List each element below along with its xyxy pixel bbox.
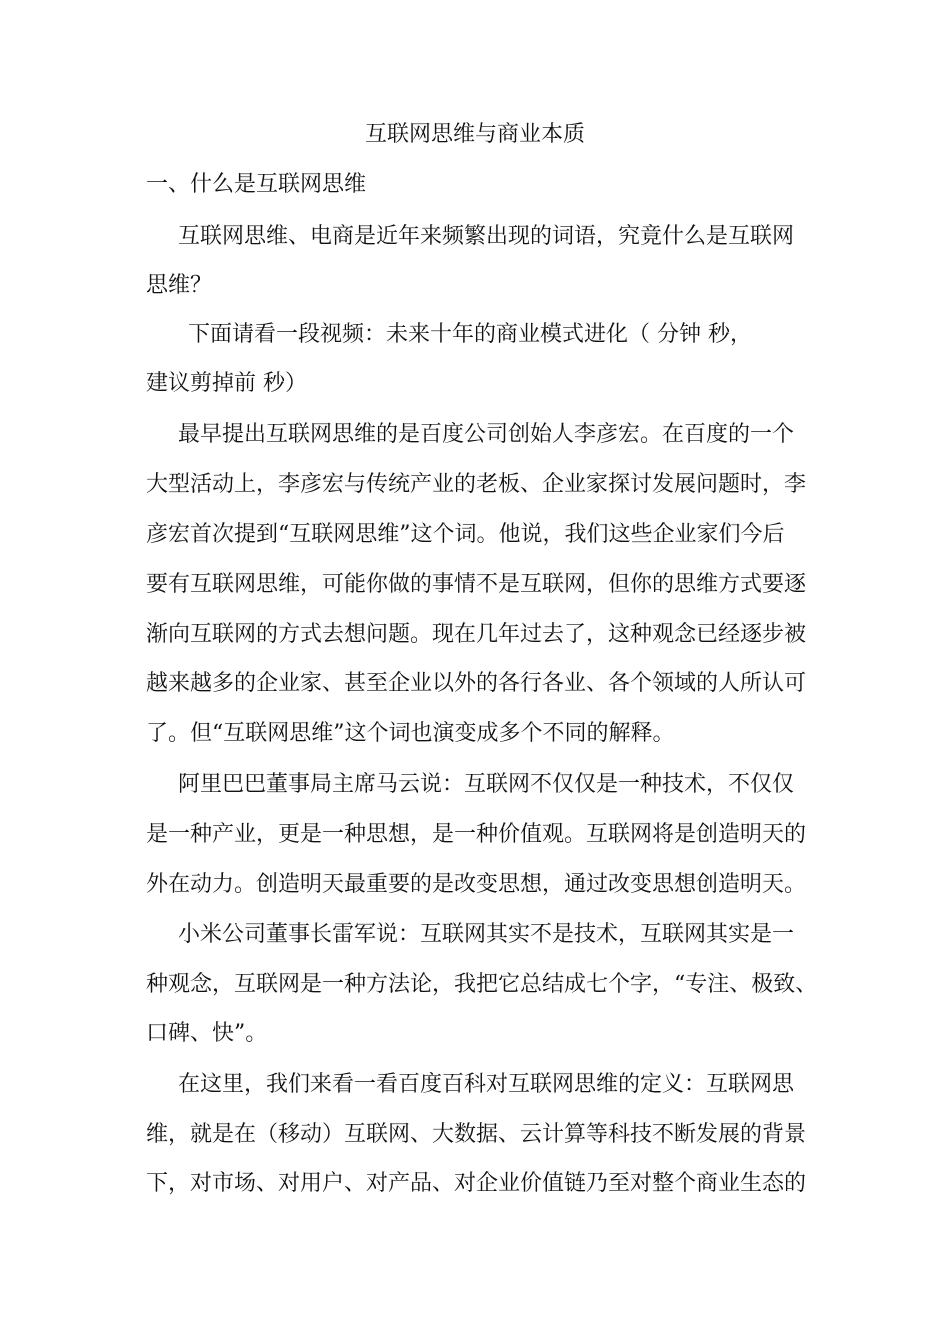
paragraph-line: 大型活动上，李彦宏与传统产业的老板、企业家探讨发展问题时，李 bbox=[146, 472, 807, 497]
paragraph-line: 彦宏首次提到“互联网思维”这个词。他说，我们这些企业家们今后 bbox=[146, 522, 785, 547]
paragraph-line: 越来越多的企业家、甚至企业以外的各行各业、各个领域的人所认可 bbox=[146, 671, 807, 696]
paragraph-line: 了。但“互联网思维”这个词也演变成多个不同的解释。 bbox=[146, 721, 675, 746]
paragraph-line: 阿里巴巴董事局主席马云说：互联网不仅仅是一种技术，不仅仅 bbox=[178, 772, 795, 797]
paragraph-line: 思维？ bbox=[146, 273, 213, 298]
paragraph-line: 在这里，我们来看一看百度百科对互联网思维的定义：互联网思 bbox=[178, 1072, 795, 1097]
paragraph-line: 渐向互联网的方式去想问题。现在几年过去了，这种观念已经逐步被 bbox=[146, 622, 807, 647]
section-heading: 一、什么是互联网思维 bbox=[146, 172, 367, 197]
paragraph-line: 最早提出互联网思维的是百度公司创始人李彦宏。在百度的一个 bbox=[178, 422, 795, 447]
paragraph-line: 口碑、快”。 bbox=[146, 1021, 268, 1046]
paragraph-line: 维，就是在（移动）互联网、大数据、云计算等科技不断发展的背景 bbox=[146, 1122, 807, 1147]
paragraph-line: 下，对市场、对用户、对产品、对企业价值链乃至对整个商业生态的 bbox=[146, 1171, 807, 1196]
paragraph-line: 互联网思维、电商是近年来频繁出现的词语，究竟什么是互联网 bbox=[178, 224, 795, 249]
paragraph-line: 外在动力。创造明天最重要的是改变思想，通过改变思想创造明天。 bbox=[146, 872, 807, 897]
paragraph-line: 建议剪掉前 秒） bbox=[146, 371, 307, 396]
paragraph-line: 种观念，互联网是一种方法论，我把它总结成七个字，“专注、极致、 bbox=[146, 972, 818, 997]
paragraph-line: 是一种产业，更是一种思想，是一种价值观。互联网将是创造明天的 bbox=[146, 822, 807, 847]
paragraph-line: 小米公司董事长雷军说：互联网其实不是技术，互联网其实是一 bbox=[178, 922, 795, 947]
paragraph-line: 下面请看一段视频：未来十年的商业模式进化（ 分钟 秒， bbox=[188, 322, 752, 347]
document-title: 互联网思维与商业本质 bbox=[364, 122, 585, 147]
paragraph-line: 要有互联网思维，可能你做的事情不是互联网，但你的思维方式要逐 bbox=[146, 572, 807, 597]
